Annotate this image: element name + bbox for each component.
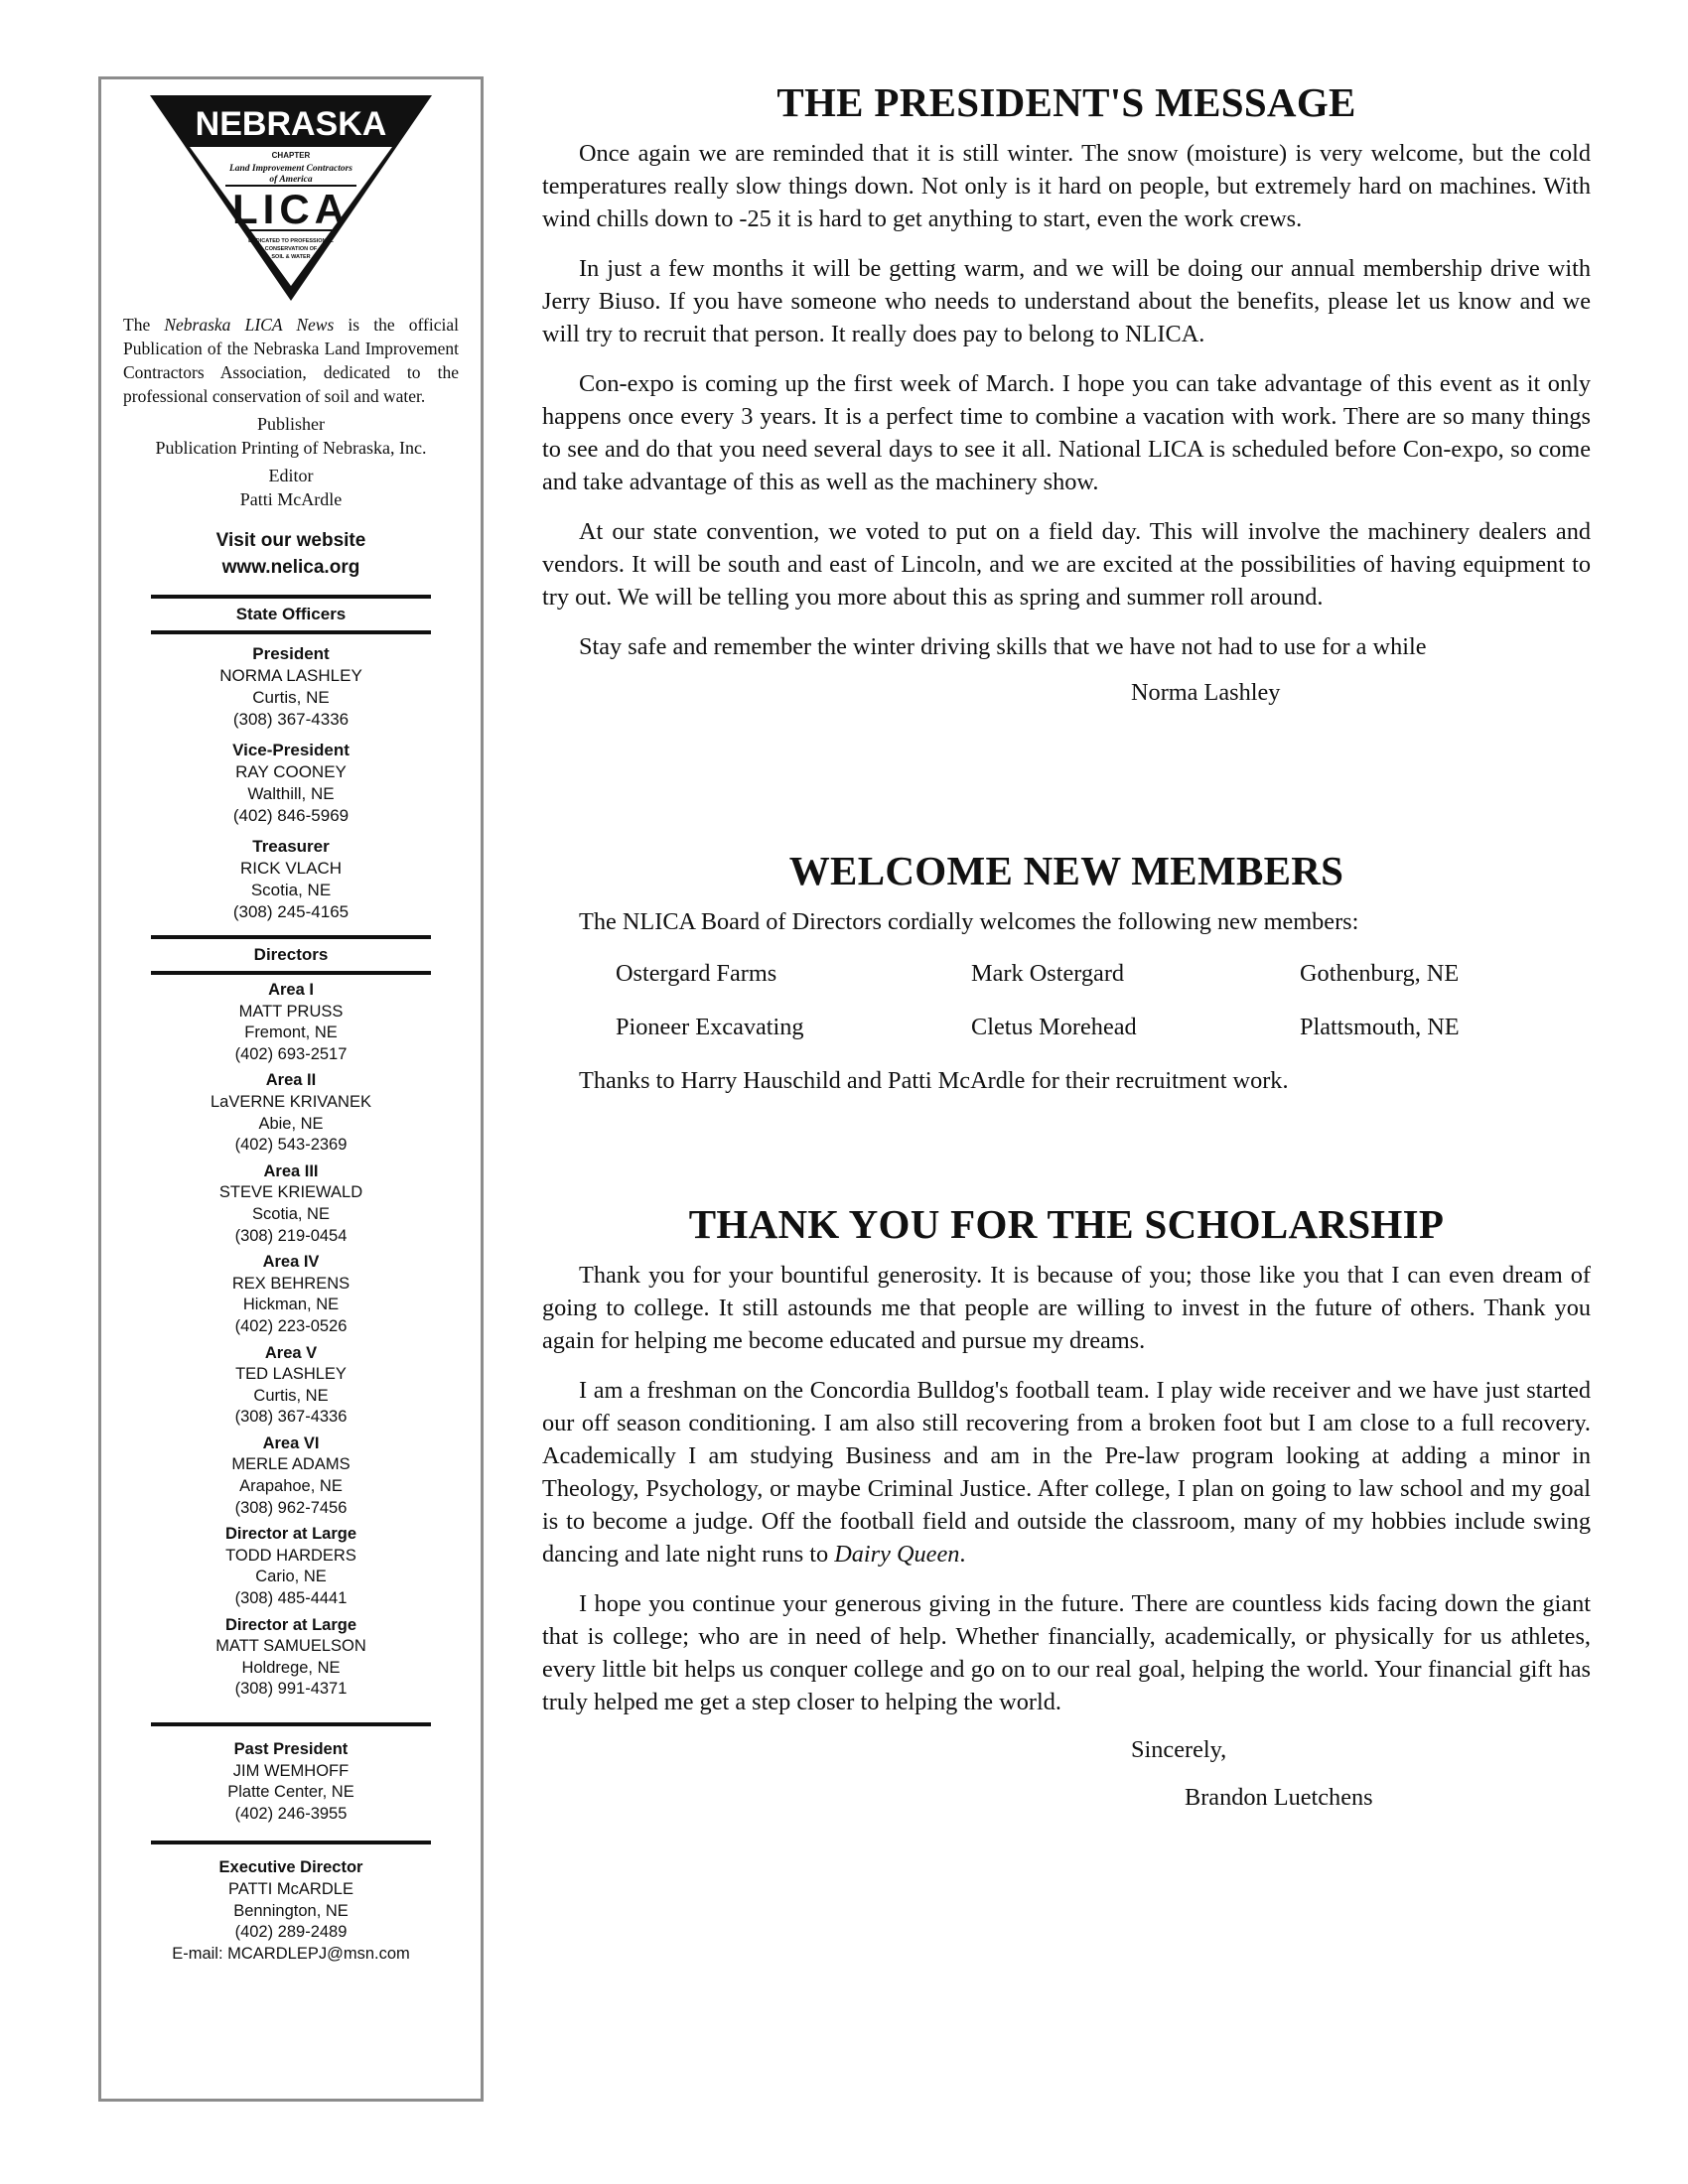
director-entry [123,980,459,1065]
director-entry [123,1343,459,1429]
scholarship-paragraph: Thank you for your bountiful generosity. It is because of you; those like you that I can even dream of going to college. It still astounds me that people are willing to invest in the future of others. Thank you again for helping me become educated and pursue my dreams. [542,1262,1591,1354]
director-title: Director at Large [224,1615,357,1634]
director-name: TED LASHLEY [235,1365,347,1384]
director-title: Director at Large [224,1525,357,1544]
presidents-message-paragraph: Once again we are reminded that it is still winter. The snow (moisture) is very welcome, but the cold temperatures really slow things down. Not only is it hard on people, but extremely hard on machines. With wind chills down to -25 it is hard to get anything to start, even the work crews. [542,140,1591,232]
member-city: Gothenburg, NE [1300,960,1460,987]
publisher-label: Publisher [256,414,325,434]
past-president-phone: (402) 246-3955 [234,1804,348,1823]
welcome-intro: The NLICA Board of Directors cordially welcomes the following new members: [579,908,1359,935]
dairy-queen-text: Dairy Queen [834,1541,960,1568]
director-title: Area II [265,1071,317,1090]
member-person: Mark Ostergard [971,960,1125,987]
director-name: STEVE KRIEWALD [218,1183,363,1202]
officer-title: Treasurer [252,837,330,856]
officer-phone: (402) 846-5969 [232,806,350,825]
director-city: Scotia, NE [252,1204,330,1223]
executive-director-city: Bennington, NE [233,1901,349,1920]
executive-director-phone: (402) 289-2489 [234,1923,348,1942]
main-content [542,77,1591,1814]
director-title: Area I [268,981,314,999]
member-person: Cletus Morehead [971,1014,1137,1040]
publisher-name: Publication Printing of Nebraska, Inc. [155,438,427,458]
director-city: Arapahoe, NE [239,1477,343,1496]
officer-entry [123,740,459,827]
officer-title: President [252,644,330,663]
welcome-thanks: Thanks to Harry Hauschild and Patti McArdle for their recruitment work. [579,1067,1289,1094]
state-officers-heading: State Officers [235,605,347,623]
masthead-sidebar [98,76,484,2102]
welcome-members-heading: WELCOME NEW MEMBERS [788,848,1344,893]
officer-city: Walthill, NE [247,784,335,803]
logo-org-line1: Land Improvement Contractors [228,164,353,174]
director-name: REX BEHRENS [231,1274,351,1293]
executive-director-name: PATTI McARDLE [228,1879,353,1898]
directors-heading: Directors [253,945,329,964]
director-title: Area V [264,1343,318,1362]
divider [151,1722,431,1726]
director-entry [123,1161,459,1247]
scholarship-heading: THANK YOU FOR THE SCHOLARSHIP [688,1201,1445,1247]
director-city: Hickman, NE [242,1296,340,1314]
director-title: Area VI [262,1433,320,1452]
past-president-title: Past President [233,1740,349,1758]
nebraska-lica-logo [142,91,440,305]
director-city: Abie, NE [258,1114,324,1133]
logo-motto-line1: DEDICATED TO PROFESSIONAL [248,238,334,244]
director-phone: (402) 223-0526 [234,1316,348,1335]
scholarship-paragraph: I am a freshman on the Concordia Bulldog's football team. I play wide receiver and we have just started our off season conditioning. I am also still recovering from a broken foot but I am close to a full recovery. Academically I am studying Business and am in the Pre-law program looking at adding a minor in Theology, Psychology, or maybe Criminal Justice. After college, I plan on going to law school and my goal is to become a judge. Off the football field and outside the classroom, many of my hobbies include swing dancing and late night runs to Dairy Queen. [542,1377,1591,1568]
scholarship-section [542,1199,1591,1814]
logo-acronym: LICA [232,186,350,232]
director-entry [123,1524,459,1609]
executive-director-entry [123,1857,459,1965]
member-city: Plattsmouth, NE [1300,1014,1460,1040]
director-phone: (308) 991-4371 [234,1680,348,1699]
presidents-message-heading: THE PRESIDENT'S MESSAGE [776,79,1356,125]
director-phone: (402) 543-2369 [234,1136,348,1155]
past-president-name: JIM WEMHOFF [232,1761,350,1780]
editor-label: Editor [268,466,314,485]
officer-name: NORMA LASHLEY [219,666,362,685]
past-president-entry [123,1739,459,1825]
publication-name: Nebraska LICA News [164,315,335,335]
member-company: Pioneer Excavating [616,1014,804,1040]
director-name: MATT SAMUELSON [215,1637,366,1656]
member-row [542,957,1591,990]
director-title: Area IV [262,1253,320,1272]
director-city: Fremont, NE [244,1024,338,1042]
officer-name: RICK VLACH [239,859,343,878]
executive-director-email: E-mail: MCARDLEPJ@msn.com [172,1944,410,1963]
scholarship-signature: Brandon Luetchens [1185,1784,1373,1811]
presidents-message-paragraph: At our state convention, we voted to put on a field day. This will involve the machinery dealers and vendors. It will be south and east of Lincoln, and we are excited at the possibilities of having equipment to try out. We will be telling you more about this as spring and summer roll around. [542,518,1591,611]
director-phone: (308) 485-4441 [234,1589,348,1608]
officer-name: RAY COONEY [235,762,347,781]
logo-chapter: CHAPTER [271,151,311,160]
presidents-message-paragraph: In just a few months it will be getting warm, and we will be doing our annual membership drive with Jerry Biuso. If you have someone who needs to understand about the benefits, please let us know and we will try to recruit that person. It really does pay to belong to NLICA. [542,255,1591,347]
officer-phone: (308) 367-4336 [232,710,350,729]
officer-entry [123,836,459,923]
logo-motto-line3: SOIL & WATER [271,254,311,260]
executive-director-title: Executive Director [218,1858,363,1877]
member-company: Ostergard Farms [616,960,777,987]
editor-name: Patti McArdle [239,489,343,509]
director-city: Cario, NE [255,1568,327,1586]
director-entry [123,1252,459,1337]
visit-website-text: Visit our website [215,530,366,551]
divider [151,630,431,634]
director-phone: (308) 219-0454 [234,1226,348,1245]
director-name: TODD HARDERS [225,1546,356,1565]
past-president-city: Platte Center, NE [227,1783,354,1802]
presidents-message-paragraph: Con-expo is coming up the first week of March. I hope you can take advantage of this event as it only happens once every 3 years. It is a perfect time to combine a vacation with work. There are so many things to see and do that you need several days to see it all. National LICA is scheduled before Con-expo, so come and take advantage of this as well as the machinery show. [542,370,1591,495]
website-url: www.nelica.org [221,557,360,578]
director-name: MERLE ADAMS [231,1455,351,1474]
member-row [542,1011,1591,1043]
director-city: Curtis, NE [253,1386,329,1405]
officer-phone: (308) 245-4165 [232,902,350,921]
publication-blurb: The Nebraska LICA News is the official Publication of the Nebraska Land Improvement Contractors Association, dedicated to the professional conservation of soil and water. [123,315,459,406]
director-name: LaVERNE KRIVANEK [210,1092,371,1111]
director-city: Holdrege, NE [241,1658,341,1677]
president-signature: Norma Lashley [1131,679,1281,706]
logo-org-line2: of America [269,175,313,185]
officer-entry [123,643,459,731]
welcome-members-section [542,846,1591,1097]
divider [151,971,431,975]
director-entry [123,1433,459,1519]
scholarship-closing: Sincerely, [1131,1736,1227,1763]
divider [151,1841,431,1844]
logo-motto-line2: CONSERVATION OF [264,246,318,252]
presidents-message-section [542,77,1591,709]
director-name: MATT PRUSS [238,1002,344,1021]
presidents-message-closing: Stay safe and remember the winter driving skills that we have not had to use for a while [579,633,1427,660]
director-entry [123,1615,459,1701]
director-phone: (402) 693-2517 [234,1044,348,1063]
director-entry [123,1070,459,1156]
director-phone: (308) 962-7456 [234,1498,348,1517]
officer-city: Scotia, NE [250,881,332,899]
director-title: Area III [263,1161,319,1180]
officers-list [123,643,459,923]
director-phone: (308) 367-4336 [234,1408,348,1427]
directors-list [123,980,459,1701]
scholarship-paragraph: I hope you continue your generous giving in the future. There are countless kids facing down the giant that is college; who are in need of help. Whether financially, academically, or physically for us athletes, every little bit helps us conquer college and go on to our real goal, helping the world. Your financial gift has truly helped me get a step closer to helping the world. [542,1590,1591,1715]
officer-city: Curtis, NE [252,688,330,707]
officer-title: Vice-President [232,741,350,759]
logo-title: NEBRASKA [195,105,387,143]
